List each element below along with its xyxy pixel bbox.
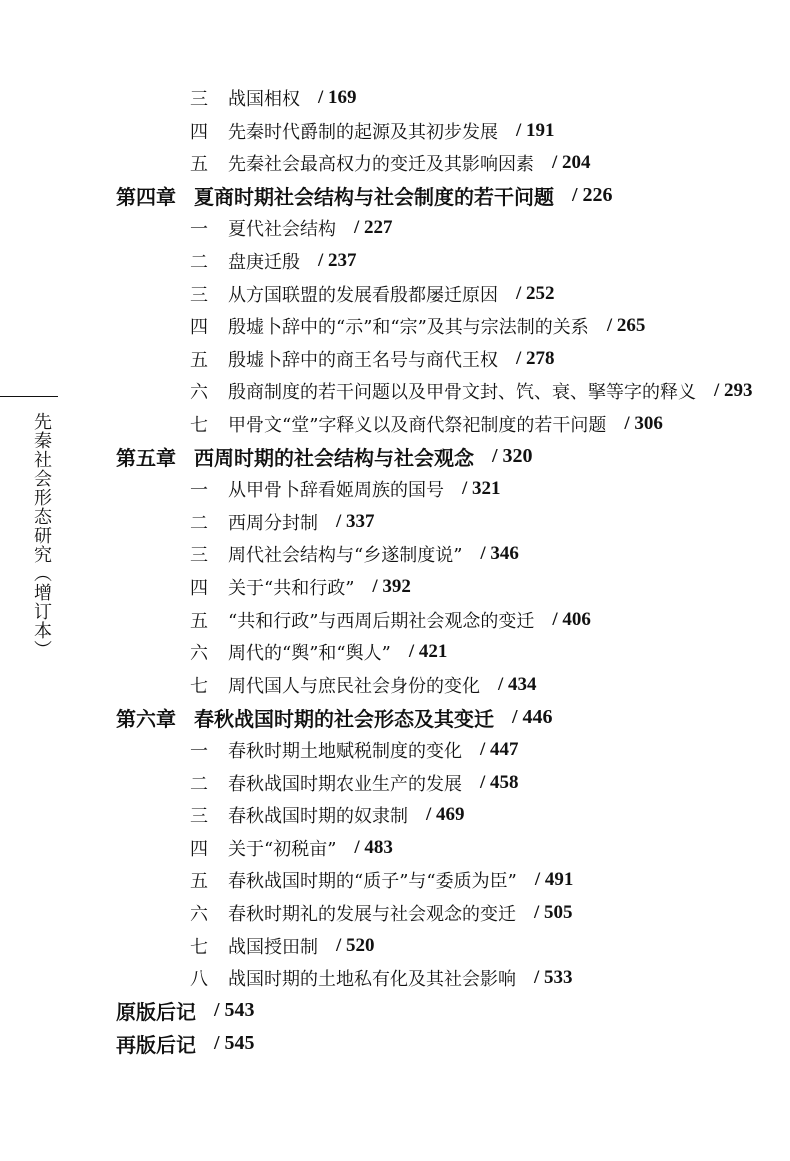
section-title: 战国时期的土地私有化及其社会影响 bbox=[228, 969, 516, 991]
page-number: / 505 bbox=[534, 902, 573, 923]
page-number: / 226 bbox=[572, 184, 613, 207]
toc-section-row bbox=[190, 246, 790, 276]
toc-section-row bbox=[190, 344, 790, 374]
section-title: 西周分封制 bbox=[228, 512, 318, 534]
page-number: / 191 bbox=[516, 119, 555, 141]
page-number: / 293 bbox=[714, 380, 753, 402]
toc-section-row bbox=[190, 116, 790, 146]
page-number: / 321 bbox=[462, 478, 501, 500]
section-number: 七 bbox=[190, 415, 208, 436]
toc-section-row bbox=[190, 376, 790, 406]
page-number: / 545 bbox=[214, 1031, 255, 1054]
section-title: 先秦社会最高权力的变迁及其影响因素 bbox=[228, 154, 534, 176]
section-number: 一 bbox=[190, 480, 208, 502]
chapter-title: 再版后记 bbox=[116, 1032, 196, 1057]
section-title: 殷墟卜辞中的“示”和“宗”及其与宗法制的关系 bbox=[228, 317, 589, 339]
page-number: / 237 bbox=[318, 250, 357, 271]
chapter-title: 原版后记 bbox=[116, 1000, 196, 1025]
page-number: / 392 bbox=[372, 576, 411, 597]
section-number: 三 bbox=[190, 284, 208, 306]
section-number: 六 bbox=[190, 382, 208, 404]
section-number: 三 bbox=[190, 89, 208, 110]
section-title: 先秦时代爵制的起源及其初步发展 bbox=[228, 121, 498, 143]
page-number: / 446 bbox=[512, 705, 553, 728]
page-number: / 337 bbox=[336, 510, 375, 532]
section-number: 二 bbox=[190, 773, 208, 795]
page-number: / 204 bbox=[552, 152, 591, 174]
page-number: / 447 bbox=[480, 739, 519, 760]
section-title: 周代国人与庶民社会身份的变化 bbox=[228, 675, 480, 697]
toc-section-row bbox=[190, 768, 790, 798]
section-number: 一 bbox=[190, 219, 208, 241]
toc-section-row bbox=[190, 963, 790, 993]
section-title: 战国相权 bbox=[228, 89, 300, 110]
section-title: 春秋战国时期农业生产的发展 bbox=[228, 773, 462, 795]
page-number: / 278 bbox=[516, 347, 555, 369]
toc-chapter-row bbox=[116, 1028, 790, 1058]
section-number: 四 bbox=[190, 317, 208, 339]
section-number: 四 bbox=[190, 838, 208, 860]
toc-section-row bbox=[190, 637, 790, 667]
toc-section-row bbox=[190, 898, 790, 928]
chapter-label: 第六章 bbox=[116, 706, 176, 731]
section-number: 七 bbox=[190, 675, 208, 697]
section-title: 周代社会结构与“乡遂制度说” bbox=[228, 545, 463, 567]
running-title: 先秦社会形态研究（增订本） bbox=[31, 412, 52, 659]
toc-section-row bbox=[190, 800, 790, 830]
section-number: 五 bbox=[190, 871, 208, 893]
toc-section-row bbox=[190, 213, 790, 243]
section-number: 五 bbox=[190, 610, 208, 632]
page-number: / 543 bbox=[214, 999, 255, 1022]
section-number: 三 bbox=[190, 806, 208, 828]
toc-chapter-row bbox=[116, 996, 790, 1026]
section-title: 从方国联盟的发展看殷都屡迁原因 bbox=[228, 284, 498, 306]
toc-section-row bbox=[190, 83, 790, 113]
section-number: 一 bbox=[190, 741, 208, 762]
section-title: 殷墟卜辞中的商王名号与商代王权 bbox=[228, 349, 498, 371]
section-title: 夏代社会结构 bbox=[228, 219, 336, 241]
section-number: 二 bbox=[190, 512, 208, 534]
page-number: / 483 bbox=[354, 836, 393, 858]
page-number: / 469 bbox=[426, 804, 465, 826]
toc-section-row bbox=[190, 865, 790, 895]
page-number: / 227 bbox=[354, 217, 393, 239]
page-number: / 320 bbox=[492, 445, 533, 468]
section-number: 八 bbox=[190, 969, 208, 991]
section-number: 六 bbox=[190, 643, 208, 665]
page-number: / 306 bbox=[624, 413, 663, 434]
chapter-label: 第五章 bbox=[116, 446, 176, 471]
page-number: / 520 bbox=[336, 934, 375, 956]
section-title: 春秋时期礼的发展与社会观念的变迁 bbox=[228, 904, 516, 925]
page-number: / 406 bbox=[552, 608, 591, 630]
chapter-title: 夏商时期社会结构与社会制度的若干问题 bbox=[194, 185, 554, 210]
section-number: 三 bbox=[190, 545, 208, 567]
page-number: / 265 bbox=[606, 315, 646, 337]
section-title: 从甲骨卜辞看姬周族的国号 bbox=[228, 480, 444, 502]
page-number: / 533 bbox=[534, 967, 573, 989]
section-title: 周代的“舆”和“舆人” bbox=[228, 643, 391, 665]
section-title: 殷商制度的若干问题以及甲骨文封、饩、衰、掔等字的释义 bbox=[228, 382, 696, 404]
toc-section-row bbox=[190, 539, 790, 569]
chapter-label: 第四章 bbox=[116, 185, 176, 210]
section-title: 春秋时期土地赋税制度的变化 bbox=[228, 741, 462, 762]
section-number: 二 bbox=[190, 252, 208, 273]
section-title: 春秋战国时期的“质子”与“委质为臣” bbox=[228, 871, 517, 893]
section-number: 四 bbox=[190, 578, 208, 599]
page-number: / 421 bbox=[408, 641, 448, 663]
toc-section-row bbox=[190, 931, 790, 961]
page-number: / 252 bbox=[516, 282, 555, 304]
toc-section-row bbox=[190, 605, 790, 635]
toc-chapter-row bbox=[116, 442, 790, 472]
section-title: 盘庚迁殷 bbox=[228, 252, 300, 273]
toc-section-row bbox=[190, 833, 790, 863]
toc-section-row bbox=[190, 670, 790, 700]
section-title: 关于“共和行政” bbox=[228, 578, 355, 599]
section-number: 五 bbox=[190, 349, 208, 371]
section-title: 春秋战国时期的奴隶制 bbox=[228, 806, 408, 828]
page-number: / 434 bbox=[498, 673, 537, 695]
page-number: / 169 bbox=[318, 87, 357, 108]
section-title: “共和行政”与西周后期社会观念的变迁 bbox=[228, 610, 535, 632]
section-title: 甲骨文“堂”字释义以及商代祭祀制度的若干问题 bbox=[228, 415, 607, 436]
toc-section-row bbox=[190, 572, 790, 602]
toc-chapter-row bbox=[116, 702, 790, 732]
page-number: / 458 bbox=[480, 771, 519, 793]
toc-section-row bbox=[190, 409, 790, 439]
toc-section-row bbox=[190, 279, 790, 309]
toc-chapter-row bbox=[116, 181, 790, 211]
section-number: 四 bbox=[190, 121, 208, 143]
toc-section-row bbox=[190, 507, 790, 537]
section-number: 七 bbox=[190, 936, 208, 958]
toc-section-row bbox=[190, 148, 790, 178]
toc-section-row bbox=[190, 735, 790, 765]
section-number: 六 bbox=[190, 904, 208, 925]
chapter-title: 西周时期的社会结构与社会观念 bbox=[194, 446, 474, 471]
chapter-title: 春秋战国时期的社会形态及其变迁 bbox=[194, 706, 494, 731]
section-number: 五 bbox=[190, 154, 208, 176]
toc-section-row bbox=[190, 311, 790, 341]
page-number: / 491 bbox=[534, 869, 574, 891]
section-title: 战国授田制 bbox=[228, 936, 318, 958]
toc-section-row bbox=[190, 474, 790, 504]
section-title: 关于“初税亩” bbox=[228, 838, 337, 860]
page-number: / 346 bbox=[480, 543, 519, 565]
